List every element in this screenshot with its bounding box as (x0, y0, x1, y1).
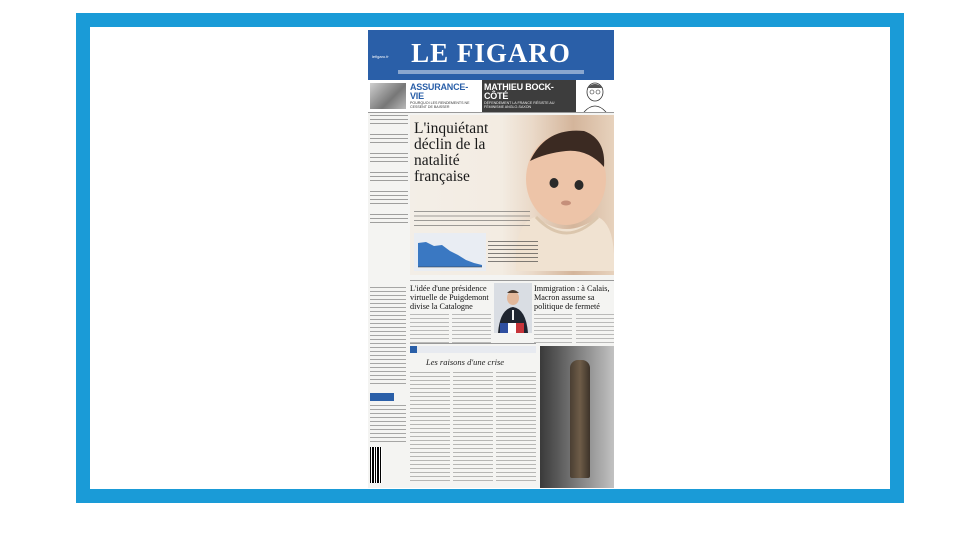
summary-logo (370, 393, 394, 401)
sidebar-item (370, 115, 408, 127)
story-1-column (410, 314, 449, 344)
story-2-column (534, 314, 572, 344)
sidebar-item (370, 153, 408, 165)
macron-photo (494, 283, 532, 333)
masthead-subline (398, 70, 584, 74)
story-1-headline: L'idée d'une présidence virtuelle de Puigdemont divise la Catalogne (410, 284, 489, 311)
opinion-bar (410, 346, 536, 353)
teaser-image (370, 83, 406, 109)
newspaper-logo: LE FIGARO (411, 38, 571, 68)
teaser-strip (368, 80, 614, 113)
newspaper-front-page (368, 30, 614, 488)
story-catalogne (410, 284, 492, 311)
birthrate-chart (414, 233, 486, 271)
teaser-2 (482, 80, 576, 112)
masthead (368, 30, 614, 80)
barcode (370, 447, 382, 483)
masthead-topline (372, 32, 610, 37)
opinion-column (453, 372, 493, 484)
cover-headline: L'inquiétant déclin de la natalité française (414, 120, 489, 185)
sidebar-item (370, 191, 408, 207)
photo-figure (570, 360, 590, 478)
teaser-2-kicker: MATHIEU BOCK-CÔTÉ (484, 82, 554, 101)
teaser-1-text: POURQUOI LES RENDEMENTS NE CESSENT DE BAISSER (410, 101, 470, 110)
columnist-portrait (576, 80, 614, 112)
teaser-1-kicker: ASSURANCE-VIE (410, 82, 469, 101)
story-calais (534, 284, 614, 311)
opinion-title: Les raisons d'une crise (426, 357, 505, 367)
opinion-section (410, 343, 536, 488)
sidebar-item (370, 172, 408, 184)
opinion-column (496, 372, 536, 484)
teaser-2-text: DÉFENDEMENT LA FRANCE RÉSISTE AU FÉMINISME ANGLO-SAXON (484, 101, 555, 110)
story-2-headline: Immigration : à Calais, Macron assume sa politique de fermeté (534, 284, 610, 311)
teaser-1 (410, 83, 480, 109)
website-label: lefigaro.fr (372, 54, 389, 59)
opinion-logo (410, 346, 417, 353)
opinion-photo (540, 346, 614, 488)
middle-stories (410, 280, 614, 341)
sidebar-item (370, 214, 408, 226)
chart-annotations (488, 241, 538, 263)
opinion-column (410, 372, 450, 484)
cover-story (410, 115, 614, 275)
left-summary-column (368, 285, 408, 485)
teaser-2-content (484, 83, 574, 109)
story-2-column (576, 314, 614, 344)
sidebar-item (370, 134, 408, 146)
cover-lead (414, 211, 530, 229)
summary-text (370, 405, 406, 443)
story-1-column (452, 314, 491, 344)
summary-text (370, 287, 406, 387)
left-news-column (368, 115, 408, 285)
